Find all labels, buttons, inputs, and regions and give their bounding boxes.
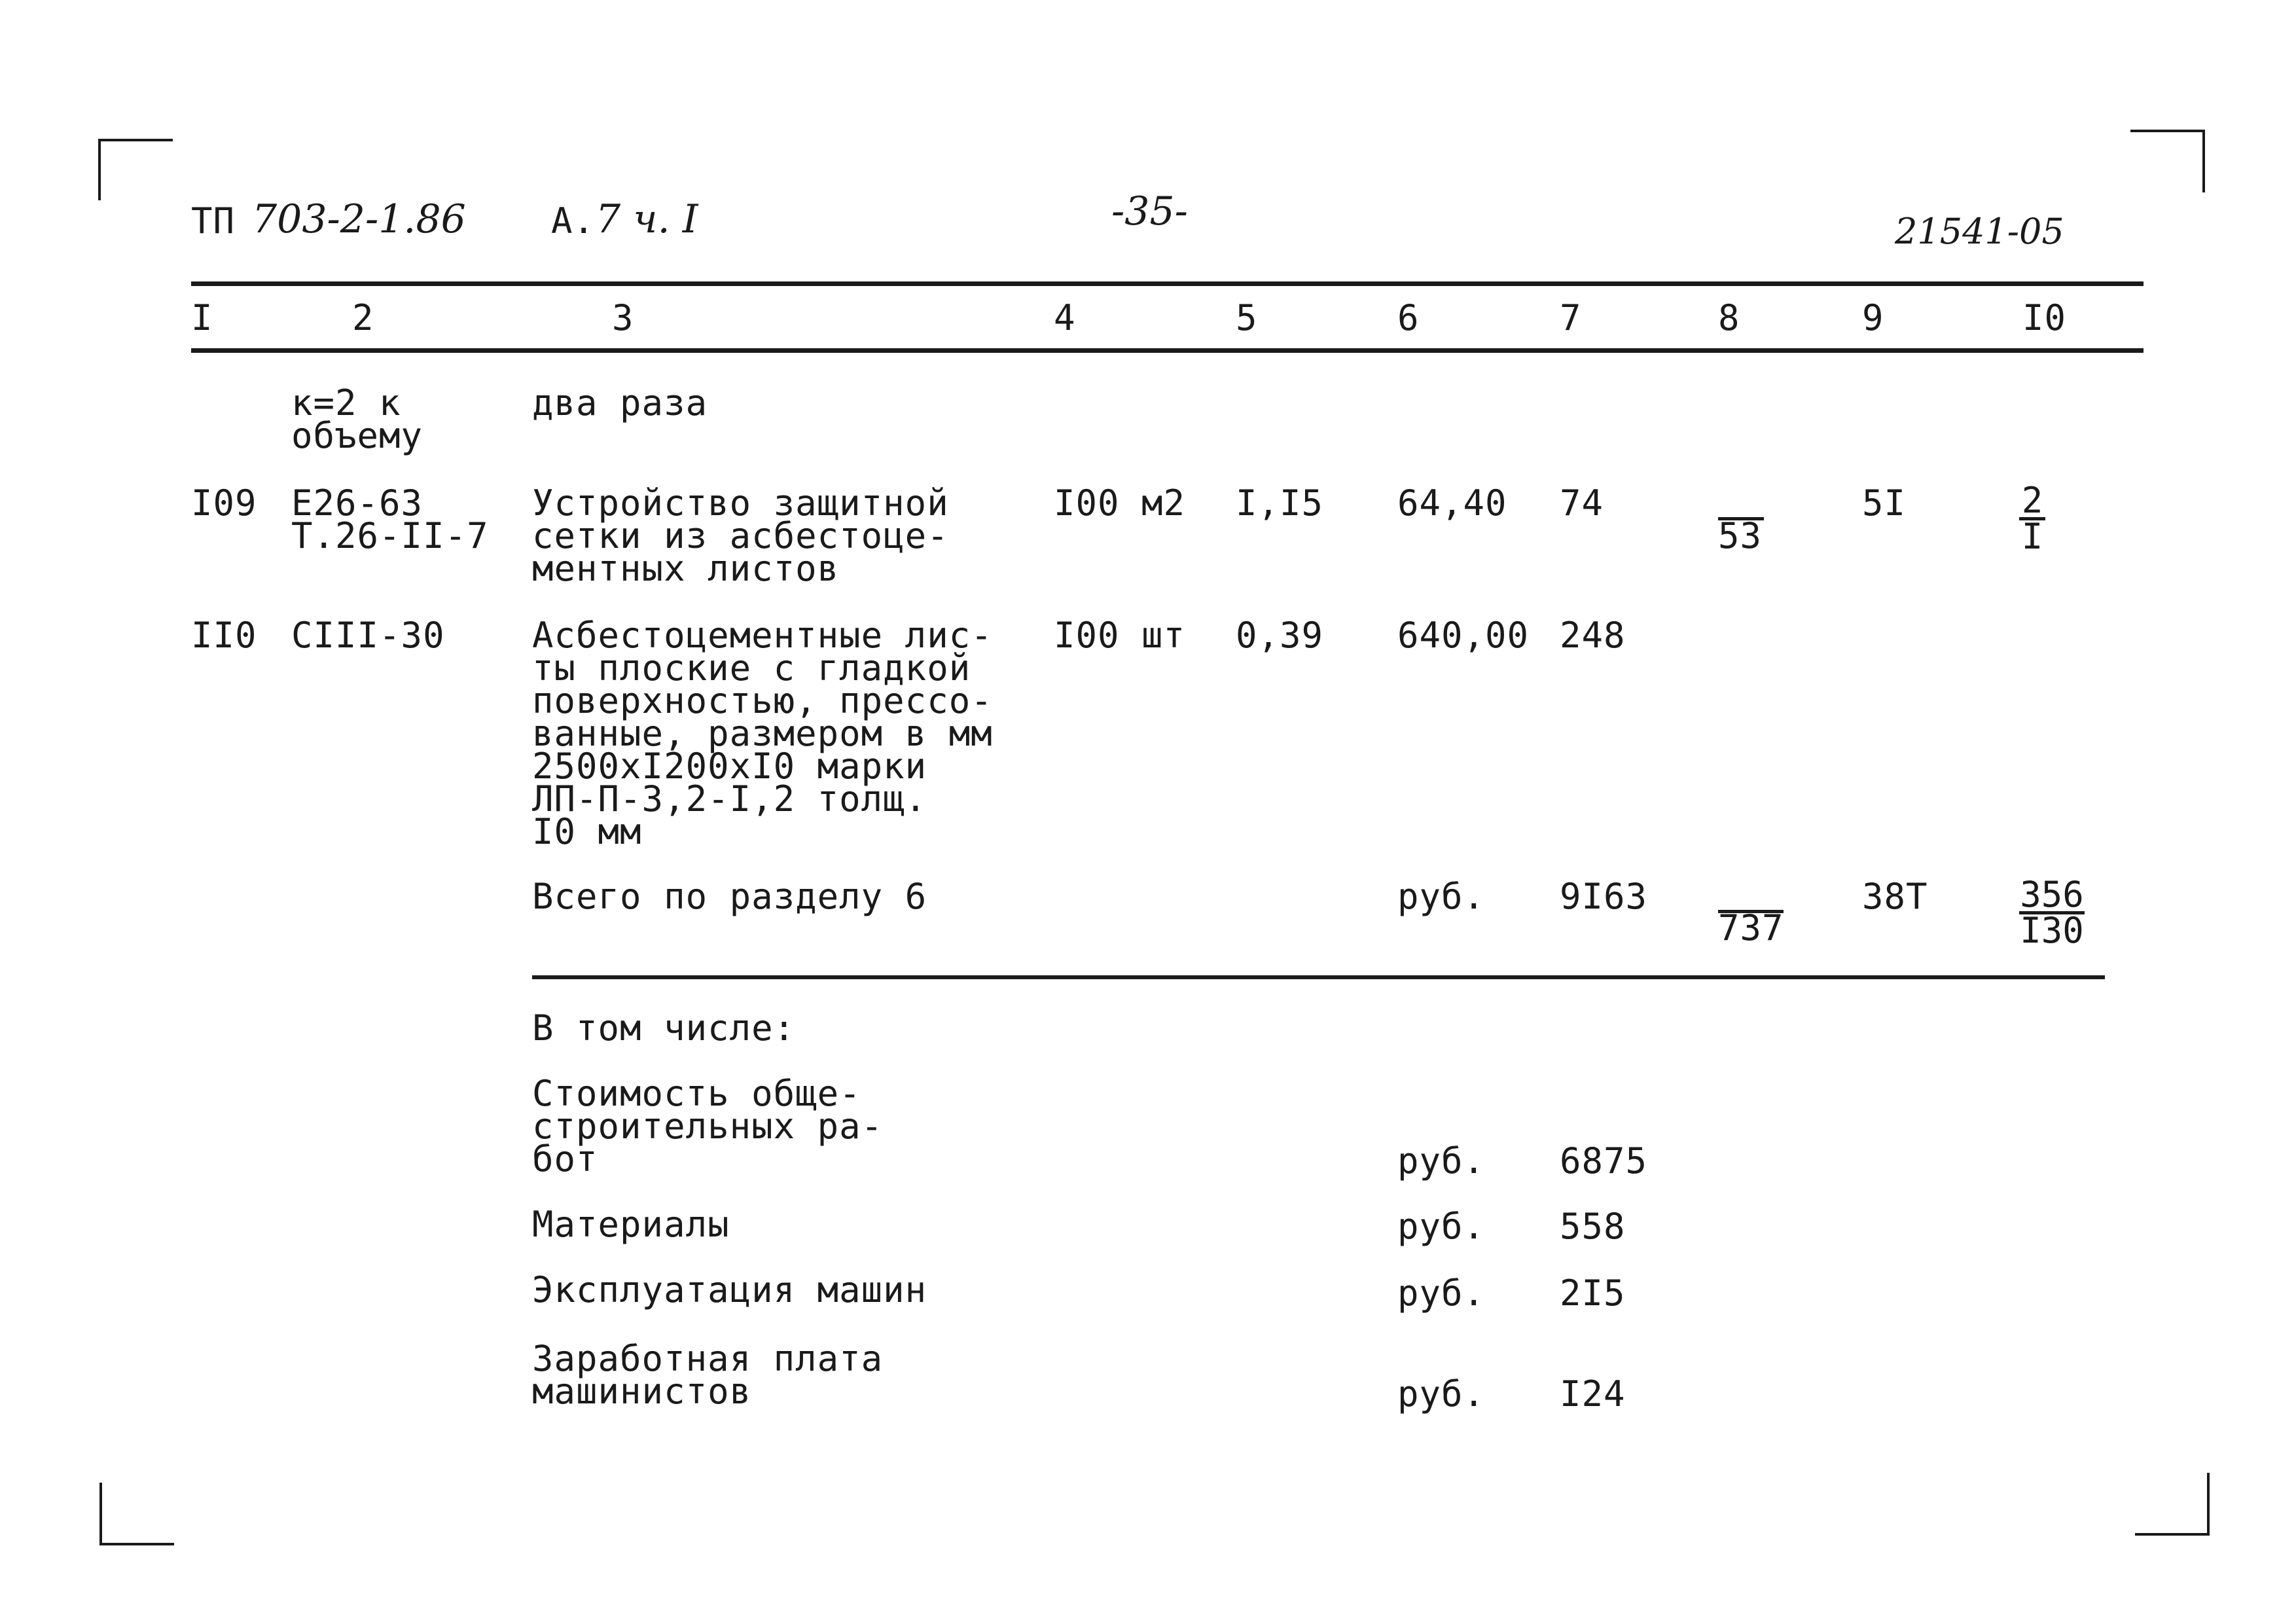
table-head-bottom-rule (191, 348, 2144, 353)
album-prefix: А. (551, 200, 596, 242)
section-total-col10-fraction (2019, 874, 2085, 951)
section-total-col10-bottom: I30 (2020, 910, 2084, 951)
section-total-value: 9I63 (1560, 876, 1648, 917)
col-header-4: 4 (1054, 297, 1076, 338)
row-number: II0 (191, 615, 257, 656)
col-header-7: 7 (1560, 297, 1582, 338)
row-name-line: ментных листов (532, 548, 840, 589)
breakdown-item-label: Заработная плата (532, 1338, 884, 1379)
breakdown-item-label: Эксплуатация машин (532, 1269, 927, 1310)
breakdown-item-unit: руб. (1397, 1272, 1486, 1314)
breakdown-item-label: бот (532, 1138, 598, 1180)
breakdown-item-value: 6875 (1560, 1140, 1648, 1182)
row-col8-value: 53 (1718, 515, 1763, 556)
row-name-line: сетки из асбестоце- (532, 515, 949, 556)
col-header-10: I0 (2022, 297, 2067, 338)
corner-mark-top-left (98, 139, 173, 200)
row-name-line: 2500хI200хI0 марки (532, 746, 927, 787)
breakdown-item-label: Материалы (532, 1204, 730, 1245)
breakdown-item-unit: руб. (1397, 1140, 1486, 1182)
breakdown-item-unit: руб. (1397, 1206, 1486, 1247)
breakdown-item-label: строительных ра- (532, 1106, 884, 1147)
row-col9-value: 5I (1862, 482, 1907, 524)
section-divider-rule (532, 975, 2105, 979)
breakdown-item-value: 558 (1560, 1206, 1626, 1247)
row-unit-price: 640,00 (1397, 615, 1530, 656)
section-total-label: Всего по разделу 6 (532, 876, 927, 917)
doc-code-prefix: ТП (191, 200, 236, 242)
row-unit: I00 шт (1054, 615, 1186, 656)
section-total-col8: 737 (1718, 907, 1784, 948)
row-total: 248 (1560, 615, 1626, 656)
row-code-line: СIII-30 (291, 615, 445, 656)
breakdown-item-value: 2I5 (1560, 1272, 1626, 1314)
row-name-line: ванные, размером в мм (532, 713, 993, 754)
breakdown-item-label: Стоимость обще- (532, 1073, 861, 1114)
section-total-col10-top: 356 (2020, 874, 2084, 915)
row-unit-price: 64,40 (1397, 482, 1507, 524)
corner-mark-top-right (2130, 130, 2205, 192)
breakdown-item-label: машинистов (532, 1371, 752, 1412)
row-col10-fraction (2019, 480, 2045, 557)
doc-code-handwritten: 703-2-1.86 (252, 196, 466, 242)
row-quantity: 0,39 (1236, 615, 1324, 656)
table-top-rule (191, 281, 2144, 286)
row-number: I09 (191, 482, 257, 524)
row-name-line: поверхностью, прессо- (532, 680, 993, 721)
row-unit: I00 м2 (1054, 482, 1186, 524)
row-code-line: к=2 к (291, 382, 401, 424)
section-total-col9: 38Т (1862, 876, 1928, 917)
row-code-line: Т.26-II-7 (291, 515, 489, 556)
row-name-line: ЛП-П-3,2-I,2 толщ. (532, 778, 927, 820)
col-header-6: 6 (1397, 297, 1420, 338)
row-name-line: два раза (532, 382, 708, 424)
col-header-3: 3 (612, 297, 634, 338)
col-header-1: I (191, 297, 213, 338)
archive-code: 21541-05 (1895, 211, 2064, 252)
page-number: -35- (1111, 189, 1188, 234)
corner-mark-bottom-left (99, 1483, 174, 1545)
corner-mark-bottom-right (2135, 1473, 2210, 1536)
row-name-line: ты плоские с гладкой (532, 647, 971, 689)
row-code-line: объему (291, 415, 423, 456)
col-header-5: 5 (1236, 297, 1258, 338)
row-quantity: I,I5 (1236, 482, 1324, 524)
col-header-2: 2 (352, 297, 374, 338)
col-header-9: 9 (1862, 297, 1884, 338)
breakdown-item-value: I24 (1560, 1373, 1626, 1415)
breakdown-heading: В том числе: (532, 1007, 796, 1049)
breakdown-item-unit: руб. (1397, 1373, 1486, 1415)
row-col10-bottom: I (2021, 516, 2043, 557)
row-col10-top: 2 (2019, 484, 2045, 520)
album-handwritten: 7 ч. I (596, 196, 698, 242)
row-name-line: Устройство защитной (532, 482, 949, 524)
row-name-line: I0 мм (532, 811, 642, 852)
row-total: 74 (1560, 482, 1604, 524)
col-header-8: 8 (1718, 297, 1740, 338)
row-code-line: Е26-63 (291, 482, 423, 524)
row-name-line: Асбестоцементные лис- (532, 615, 993, 656)
section-total-unit: руб. (1397, 876, 1486, 917)
